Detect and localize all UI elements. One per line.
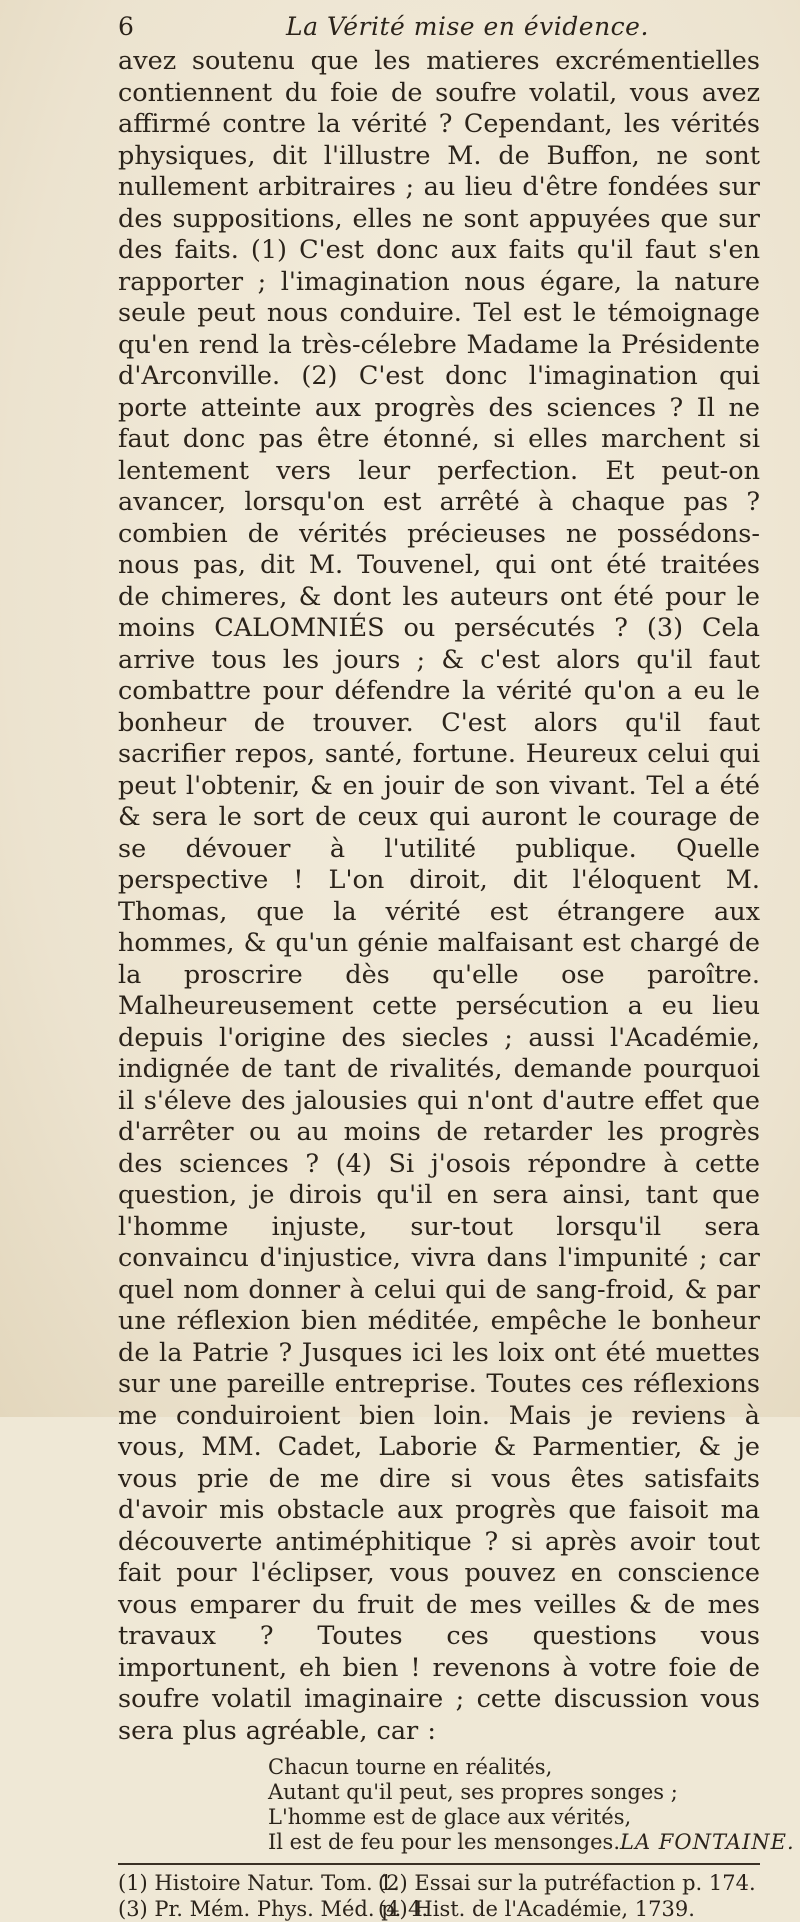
footnote-3: (3) Pr. Mém. Phys. Méd. p. 4.: [118, 1897, 429, 1921]
verse-line-4: Il est de feu pour les mensonges.: [268, 1830, 621, 1854]
footnote-row: [118, 1870, 760, 1896]
footnote-1: (1) Histoire Natur. Tom. 1.: [118, 1871, 400, 1895]
verse-quotation: [268, 1755, 795, 1855]
page-header: [118, 12, 760, 46]
footnotes: [118, 1870, 760, 1922]
footnote-row: [118, 1896, 760, 1922]
body-text-block: [118, 46, 760, 1747]
footnote-4: (4) Hist. de l'Académie, 1739.: [378, 1897, 695, 1921]
verse-line-2: Autant qu'il peut, ses propres songes ;: [268, 1780, 678, 1804]
footnote-divider: [118, 1863, 760, 1865]
verse-line-4-row: [268, 1830, 795, 1855]
verse-line-3: L'homme est de glace aux vérités,: [268, 1805, 632, 1829]
body-paragraph: avez soutenu que les matieres excrémentielles contiennent du foie de soufre volatil, vous avez affirmé contre la vérité ? Cependant, les vérités physiques, dit l'illustre M. de Buffon, ne sont nullement arbitraires ; au lieu d'être fondées sur des suppositions, elles ne sont appuyées que sur des faits. (1) C'est donc aux faits qu'il faut s'en rapporter ; l'imagination nous égare, la nature seule peut nous conduire. Tel est le témoignage qu'en rend la très-célebre Madame la Présidente d'Arconville. (2) C'est donc l'imagination qui porte atteinte aux progrès des sciences ? Il ne faut donc pas être étonné, si elles marchent si lentement vers leur perfection. Et peut-on avancer, lorsqu'on est arrêté à chaque pas ? combien de vérités précieuses ne possédons-nous pas, dit M. Touvenel, qui ont été traitées de chimeres, & dont les auteurs ont été pour le moins CALOMNIÉS ou persécutés ? (3) Cela arrive tous les jours ; & c'est alors qu'il faut combattre pour défendre la vérité qu'on a eu le bonheur de trouver. C'est alors qu'il faut sacrifier repos, santé, fortune. Heureux celui qui peut l'obtenir, & en jouir de son vivant. Tel a été & sera le sort de ceux qui auront le courage de se dévouer à l'utilité publique. Quelle perspective ! L'on diroit, dit l'éloquent M. Thomas, que la vérité est étrangere aux hommes, & qu'un génie malfaisant est chargé de la proscrire dès qu'elle ose paroître. Malheureusement cette persécution a eu lieu depuis l'origine des siecles ; aussi l'Académie, indignée de tant de rivalités, demande pourquoi il s'éleve des jalousies qui n'ont d'autre effet que d'arrêter ou au moins de retarder les progrès des sciences ? (4) Si j'osois répondre à cette question, je dirois qu'il en sera ainsi, tant que l'homme injuste, sur-tout lorsqu'il sera convaincu d'injustice, vivra dans l'impunité ; car quel nom donner à celui qui de sang-froid, & par une réflexion bien méditée, empêche le bonheur de la Patrie ? Jusques ici les loix ont été muettes sur une pareille entreprise. Toutes ces réflexions me conduiroient bien loin. Mais je reviens à vous, MM. Cadet, Laborie & Parmentier, & je vous prie de me dire si vous êtes satisfaits d'avoir mis obstacle aux progrès que faisoit ma découverte antiméphitique ? si après avoir tout fait pour l'éclipser, vous pouvez en conscience vous emparer du fruit de mes veilles & de mes travaux ? Toutes ces questions vous importunent, eh bien ! revenons à votre foie de soufre volatil imaginaire ; cette discussion vous sera plus agréable, car :: [118, 46, 760, 1746]
verse-line-1: Chacun tourne en réalités,: [268, 1755, 553, 1779]
footnote-2: (2) Essai sur la putréfaction p. 174.: [378, 1871, 756, 1895]
verse-attribution: LA FONTAINE.: [620, 1830, 795, 1854]
running-title: La Vérité mise en évidence.: [286, 12, 649, 41]
page-number: 6: [118, 12, 134, 41]
